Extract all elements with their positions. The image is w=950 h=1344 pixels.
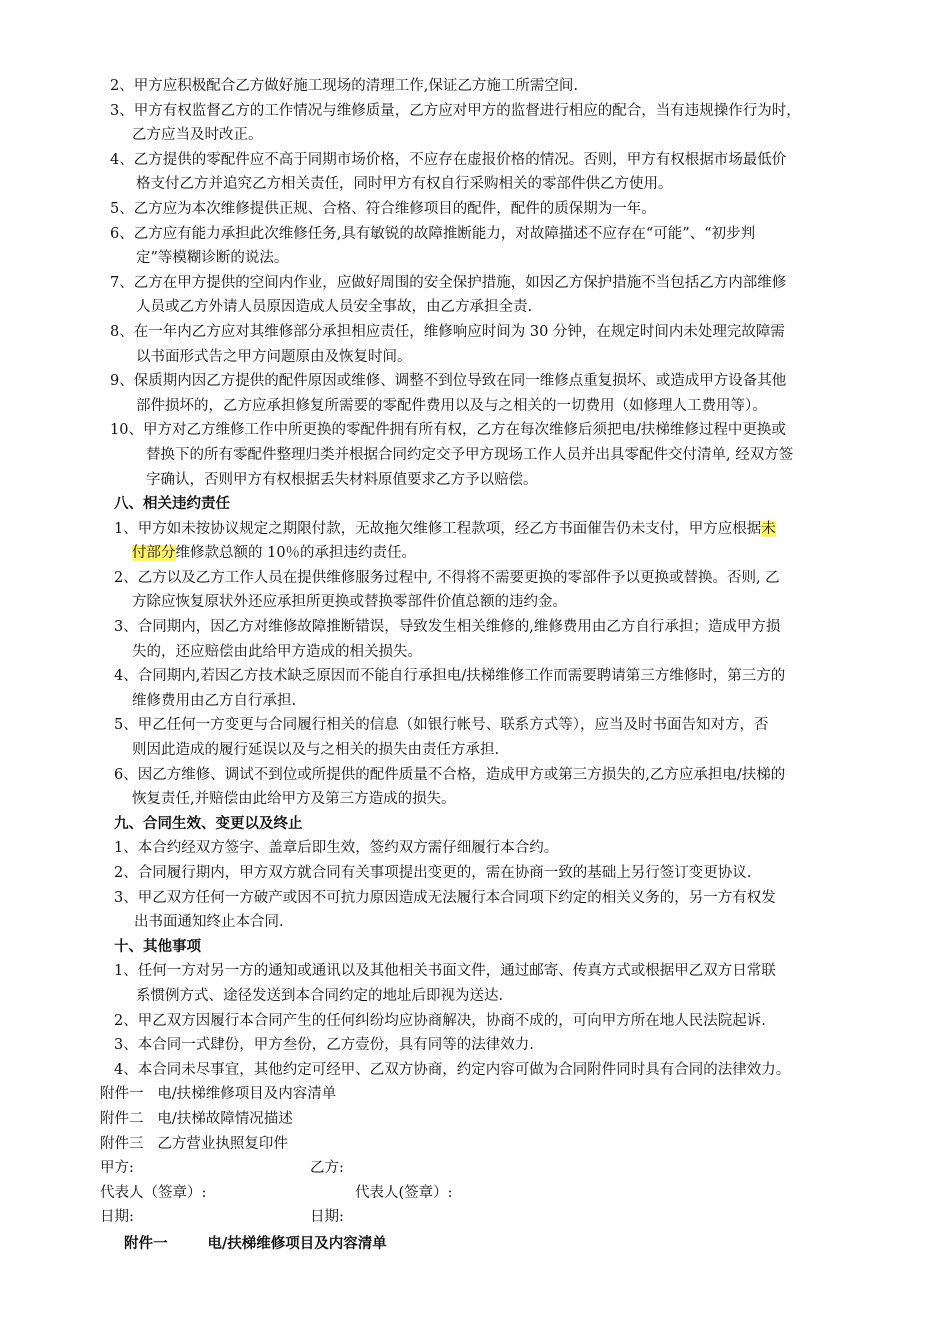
clause-8-4 [100, 664, 900, 713]
attachment-heading [100, 1232, 900, 1257]
clause-number: 5、 [114, 717, 138, 734]
clause-continuation: 格支付乙方并追究乙方相关责任，同时甲方有权自行采购相关的零部件供乙方使用。 [136, 176, 673, 193]
clause-number: 1、 [114, 963, 138, 980]
clause-number: 4、 [114, 1061, 138, 1078]
clause-10-4 [100, 1058, 900, 1083]
party-b-date-label: 日期: [310, 1209, 344, 1226]
clause-continuation: 维修费用由乙方自行承担. [132, 692, 297, 709]
clause-text: 合同期内，因乙方对维修故障推断错误，导致发生相关维修的,维修费用由乙方自行承担；造成甲方损 [137, 619, 781, 636]
clause-text: 合同履行期内，甲方双方就合同有关事项提出变更的，需在协商一致的基础上另行签订变更协议. [137, 865, 752, 881]
section-7-list [100, 74, 900, 492]
clause-8-6 [100, 763, 900, 812]
clause-number: 3、 [114, 619, 138, 636]
attachment-title: 电/扶梯维修项目及内容清单 [157, 1086, 337, 1103]
clause-text: 任何一方对另一方的通知或通讯以及其他相关书面文件，通过邮寄、传真方式或根据甲乙双方日常联 [137, 963, 776, 980]
party-a-date-label: 日期: [100, 1209, 134, 1226]
section-10-heading: 十、其他事项 [114, 937, 201, 955]
clause-number: 3、 [114, 1037, 138, 1054]
attachment-item [100, 1132, 900, 1157]
clause-text: 甲方如未按协议规定之期限付款，无故拖欠维修工程款项，经乙方书面催告仍未支付，甲方应根据 [137, 520, 762, 537]
clause-number: 1、 [114, 520, 138, 537]
clause-9-1 [100, 836, 900, 861]
clause-number: 1、 [114, 840, 138, 857]
attachment-title: 乙方营业执照复印件 [157, 1135, 288, 1152]
clause-number: 7、 [110, 274, 134, 291]
clause-9-3 [100, 886, 900, 935]
clause-number: 8、 [110, 323, 134, 340]
clause-continuation: 字确认，否则甲方有权根据丢失材料原值要求乙方予以赔偿。 [146, 471, 538, 488]
clause-text: 甲方有权监督乙方的工作情况与维修质量，乙方应对甲方的监督进行相应的配合，当有违规操作行为时， [133, 102, 801, 119]
section-10-list [100, 959, 900, 1082]
clause-text: 在一年内乙方应对其维修部分承担相应责任，维修响应时间为 30 分钟，在规定时间内未处理完故障需 [133, 323, 785, 340]
section-8-list [100, 517, 900, 812]
party-b-representative-label: 代表人(签章）: [355, 1184, 453, 1201]
clause-text: 合同期内,若因乙方技术缺乏原因而不能自行承担电/扶梯维修工作而需要聘请第三方维修时，第三方的 [137, 668, 786, 685]
clause-text: 乙方以及乙方工作人员在提供维修服务过程中, 不得将不需要更换的零部件予以更换或替换。否则, 乙 [137, 569, 780, 586]
clause-text: 本合同一式肆份，甲方叁份，乙方壹份，具有同等的法律效力. [137, 1037, 534, 1054]
highlighted-text: 付部分 [132, 545, 176, 562]
party-a-representative-label: 代表人（签章）: [100, 1184, 207, 1201]
clause-7-8 [100, 320, 900, 369]
section-9-heading: 九、合同生效、变更以及终止 [114, 814, 303, 832]
clause-7-5 [100, 197, 900, 222]
clause-number: 9、 [110, 373, 134, 390]
clause-7-3 [100, 99, 900, 148]
clause-continuation: 乙方应当及时改正。 [132, 127, 263, 144]
section-9-list [100, 836, 900, 934]
clause-continuation: 系惯例方式、途径发送到本合同约定的地址后即视为送达. [136, 987, 504, 1004]
date-row [100, 1205, 900, 1230]
clause-continuation: 部件损坏的，乙方应承担修复所需要的零配件费用以及与之相关的一切费用（如修理人工费用等）。 [136, 397, 767, 414]
clause-8-5 [100, 713, 900, 762]
clause-number: 4、 [110, 151, 134, 168]
clause-8-2 [100, 566, 900, 615]
representative-row [100, 1181, 900, 1206]
clause-text: 本合同未尽事宜，其他约定可经甲、乙双方协商，约定内容可做为合同附件同时具有合同的法律效力。 [137, 1061, 791, 1078]
clause-text: 乙方提供的零配件应不高于同期市场价格，不应存在虚报价格的情况。否则，甲方有权根据市场最低价 [133, 151, 787, 168]
clause-7-6 [100, 222, 900, 271]
clause-text: 乙方应有能力承担此次维修任务,具有敏锐的故障推断能力，对故障描述不应存在“可能”、“初步判 [133, 225, 756, 242]
clause-8-3 [100, 615, 900, 664]
clause-continuation: 方除应恢复原状外还应承担所更换或替换零部件价值总额的违约金。 [132, 594, 567, 611]
clause-continuation: 出书面通知终止本合同. [134, 914, 284, 931]
attachment-heading-title: 电/扶梯维修项目及内容清单 [207, 1234, 387, 1252]
clause-continuation: 失的，还应赔偿由此给甲方造成的相关损失。 [132, 643, 422, 660]
clause-7-9 [100, 369, 900, 418]
clause-continuation: 人员或乙方外请人员原因造成人员安全事故，由乙方承担全责. [136, 299, 533, 316]
clause-text: 乙方应为本次维修提供正规、合格、符合维修项目的配件，配件的质保期为一年。 [133, 200, 656, 217]
clause-number: 2、 [110, 78, 134, 94]
clause-text: 甲乙双方因履行本合同产生的任何纠纷均应协商解决，协商不成的，可向甲方所在地人民法院起诉. [137, 1012, 766, 1029]
attachment-label: 附件二 [100, 1110, 144, 1127]
clause-9-2 [100, 861, 900, 886]
party-a-label: 甲方: [100, 1160, 134, 1177]
attachment-label: 附件一 [100, 1086, 144, 1103]
clause-number: 2、 [114, 1012, 138, 1029]
clause-7-4 [100, 148, 900, 197]
clause-number: 6、 [110, 225, 134, 242]
attachment-title: 电/扶梯故障情况描述 [157, 1110, 293, 1127]
clause-number: 2、 [114, 569, 138, 586]
attachment-heading-label: 附件一 [124, 1234, 168, 1252]
clause-continuation: 定”等模糊诊断的说法。 [136, 250, 289, 267]
clause-7-10 [100, 418, 900, 492]
clause-continuation: 则因此造成的履行延误以及与之相关的损失由责任方承担. [132, 742, 500, 759]
clause-text: 因乙方维修、调试不到位或所提供的配件质量不合格，造成甲方或第三方损失的,乙方应承担电/扶梯的 [137, 766, 786, 783]
clause-text: 保质期内因乙方提供的配件原因或维修、调整不到位导致在同一维修点重复损坏、或造成甲方设备其他 [133, 373, 787, 390]
clause-text: 乙方在甲方提供的空间内作业，应做好周围的安全保护措施，如因乙方保护措施不当包括乙方内部维修 [133, 274, 787, 291]
party-row [100, 1156, 900, 1181]
clause-10-1 [100, 959, 900, 1008]
clause-number: 6、 [114, 766, 138, 783]
party-b-label: 乙方: [310, 1160, 344, 1177]
clause-7-2 [100, 74, 900, 99]
clause-8-1 [100, 517, 900, 566]
clause-continuation: 替换下的所有零配件整理归类并根据合同约定交予甲方现场工作人员并出具零配件交付清单, 经双方签 [146, 446, 794, 463]
clause-text: 甲乙双方任何一方破产或因不可抗力原因造成无法履行本合同项下约定的相关义务的，另一方有权发 [137, 889, 776, 906]
clause-number: 10、 [110, 422, 143, 439]
clause-number: 2、 [114, 865, 138, 881]
attachment-item [100, 1107, 900, 1132]
clause-number: 3、 [110, 102, 134, 119]
clause-continuation: 恢复责任,并赔偿由此给甲方及第三方造成的损失。 [132, 791, 456, 808]
clause-continuation: 维修款总额的 10％的承担违约责任。 [175, 545, 417, 562]
signature-block [100, 1156, 900, 1230]
clause-text: 甲方应积极配合乙方做好施工现场的清理工作,保证乙方施工所需空间. [133, 78, 578, 94]
clause-text: 本合约经双方签字、盖章后即生效，签约双方需仔细履行本合约。 [137, 840, 559, 857]
clause-text: 甲方对乙方维修工作中所更换的零配件拥有所有权，乙方在每次维修后须把电/扶梯维修过程中更换或 [142, 422, 786, 439]
attachment-list [100, 1082, 900, 1156]
section-8-heading: 八、相关违约责任 [114, 495, 230, 513]
attachment-label: 附件三 [100, 1135, 144, 1152]
clause-continuation: 以书面形式告之甲方问题原由及恢复时间。 [136, 348, 412, 365]
attachment-item [100, 1082, 900, 1107]
clause-7-7 [100, 271, 900, 320]
clause-text: 甲乙任何一方变更与合同履行相关的信息（如银行帐号、联系方式等），应当及时书面告知对方，否 [137, 717, 769, 734]
clause-number: 5、 [110, 200, 134, 217]
highlighted-text: 未 [761, 520, 776, 537]
clause-number: 4、 [114, 668, 138, 685]
contract-body [100, 74, 900, 1257]
clause-10-2 [100, 1009, 900, 1034]
clause-10-3 [100, 1033, 900, 1058]
clause-number: 3、 [114, 889, 138, 906]
